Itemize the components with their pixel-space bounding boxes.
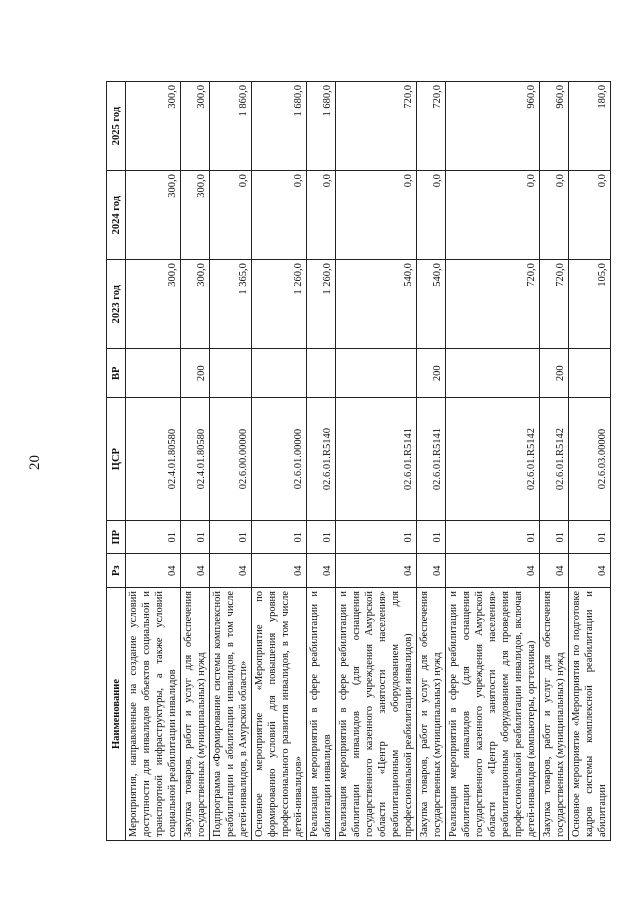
cell-y2025: 720,0 [336, 82, 417, 171]
cell-y2025: 1 860,0 [210, 82, 252, 171]
cell-csr: 02.6.00.00000 [210, 398, 252, 521]
cell-pr: 01 [307, 520, 336, 554]
cell-vr [307, 349, 336, 398]
cell-y2024: 0,0 [446, 171, 540, 260]
cell-name: Закупка товаров, работ и услуг для обеспечения государственных (муниципальных) нужд [540, 588, 569, 841]
cell-rz: 04 [181, 554, 210, 588]
table-row [417, 82, 446, 841]
cell-pr: 01 [336, 520, 417, 554]
table-row [446, 82, 540, 841]
cell-csr: 02.6.01.R5141 [417, 398, 446, 521]
header-2023: 2023 год [107, 260, 126, 349]
cell-y2023: 720,0 [446, 260, 540, 349]
cell-y2024: 0,0 [569, 171, 611, 260]
header-2024: 2024 год [107, 171, 126, 260]
cell-pr: 01 [126, 520, 181, 554]
table-row [336, 82, 417, 841]
cell-y2025: 720,0 [417, 82, 446, 171]
cell-y2025: 180,0 [569, 82, 611, 171]
cell-vr [126, 349, 181, 398]
cell-csr: 02.4.01.80580 [181, 398, 210, 521]
table-row [540, 82, 569, 841]
cell-vr [336, 349, 417, 398]
cell-vr: 200 [181, 349, 210, 398]
table-row [181, 82, 210, 841]
cell-rz: 04 [210, 554, 252, 588]
cell-pr: 01 [569, 520, 611, 554]
cell-y2023: 1 365,0 [210, 260, 252, 349]
cell-rz: 04 [307, 554, 336, 588]
header-csr: ЦСР [107, 398, 126, 521]
cell-name: Реализация мероприятий в сфере реабилитации и абилитации инвалидов (для оснащения государственного казенного учреждения Амурской области «Центр занятости населения» реабилитационным оборудованием для проведения профессиональной реабилитации инвалидов, включая детей-инвалидов (компьютеры, оргтехника) [446, 588, 540, 841]
budget-table [106, 81, 611, 841]
cell-vr [210, 349, 252, 398]
cell-y2023: 1 260,0 [252, 260, 307, 349]
cell-csr: 02.6.01.R5140 [307, 398, 336, 521]
cell-name: Подпрограмма «Формирование системы комплексной реабилитации и абилитации инвалидов, в том числе детей-инвалидов, в Амурской области» [210, 588, 252, 841]
cell-pr: 01 [446, 520, 540, 554]
cell-vr [446, 349, 540, 398]
cell-y2025: 300,0 [181, 82, 210, 171]
cell-vr: 200 [417, 349, 446, 398]
cell-csr: 02.4.01.80580 [126, 398, 181, 521]
cell-pr: 01 [210, 520, 252, 554]
cell-y2024: 300,0 [126, 171, 181, 260]
cell-name: Закупка товаров, работ и услуг для обеспечения государственных (муниципальных) нужд [417, 588, 446, 841]
header-vr: ВР [107, 349, 126, 398]
cell-y2023: 300,0 [126, 260, 181, 349]
cell-vr [252, 349, 307, 398]
table-row [252, 82, 307, 841]
cell-y2023: 540,0 [417, 260, 446, 349]
cell-name: Закупка товаров, работ и услуг для обеспечения государственных (муниципальных) нужд [181, 588, 210, 841]
cell-y2023: 540,0 [336, 260, 417, 349]
cell-pr: 01 [417, 520, 446, 554]
cell-name: Мероприятия, направленные на создание условий доступности для инвалидов объектов социальной и транспортной инфраструктуры, а также условий социальной реабилитации инвалидов [126, 588, 181, 841]
cell-y2023: 720,0 [540, 260, 569, 349]
page-number: 20 [27, 455, 43, 470]
cell-y2025: 1 680,0 [252, 82, 307, 171]
cell-vr: 200 [540, 349, 569, 398]
cell-pr: 01 [252, 520, 307, 554]
header-rz: Рз [107, 554, 126, 588]
cell-vr [569, 349, 611, 398]
cell-csr: 02.6.03.00000 [569, 398, 611, 521]
cell-y2024: 0,0 [307, 171, 336, 260]
rotated-table-wrapper [106, 81, 640, 841]
cell-y2024: 0,0 [417, 171, 446, 260]
cell-y2024: 0,0 [252, 171, 307, 260]
table-row [569, 82, 611, 841]
cell-y2025: 1 680,0 [307, 82, 336, 171]
cell-csr: 02.6.01.00000 [252, 398, 307, 521]
cell-rz: 04 [446, 554, 540, 588]
cell-y2023: 105,0 [569, 260, 611, 349]
cell-y2024: 300,0 [181, 171, 210, 260]
cell-y2023: 1 260,0 [307, 260, 336, 349]
cell-rz: 04 [540, 554, 569, 588]
cell-rz: 04 [569, 554, 611, 588]
cell-name: Основное мероприятие «Мероприятие по формированию условий для повышения уровня профессионального развития инвалидов, в том числе детей-инвалидов» [252, 588, 307, 841]
cell-pr: 01 [540, 520, 569, 554]
cell-rz: 04 [252, 554, 307, 588]
cell-y2025: 960,0 [540, 82, 569, 171]
cell-y2024: 0,0 [210, 171, 252, 260]
table-row [210, 82, 252, 841]
cell-name: Реализация мероприятий в сфере реабилитации и абилитации инвалидов [307, 588, 336, 841]
cell-pr: 01 [181, 520, 210, 554]
header-pr: ПР [107, 520, 126, 554]
cell-csr: 02.6.01.R5141 [336, 398, 417, 521]
cell-name: Реализация мероприятий в сфере реабилитации и абилитации инвалидов (для оснащения государственного казенного учреждения Амурской области «Центр занятости населения» реабилитационным оборудованием для профессиональной реабилитации инвалидов) [336, 588, 417, 841]
cell-csr: 02.6.01.R5142 [446, 398, 540, 521]
cell-rz: 04 [336, 554, 417, 588]
cell-y2025: 300,0 [126, 82, 181, 171]
cell-y2025: 960,0 [446, 82, 540, 171]
header-2025: 2025 год [107, 82, 126, 171]
table-row [126, 82, 181, 841]
cell-y2024: 0,0 [336, 171, 417, 260]
cell-rz: 04 [417, 554, 446, 588]
table-header-row [107, 82, 126, 841]
cell-y2023: 300,0 [181, 260, 210, 349]
cell-name: Основное мероприятие «Мероприятия по подготовке кадров системы комплексной реабилитации и абилитации [569, 588, 611, 841]
cell-rz: 04 [126, 554, 181, 588]
header-name: Наименование [107, 588, 126, 841]
cell-y2024: 0,0 [540, 171, 569, 260]
cell-csr: 02.6.01.R5142 [540, 398, 569, 521]
table-row [307, 82, 336, 841]
